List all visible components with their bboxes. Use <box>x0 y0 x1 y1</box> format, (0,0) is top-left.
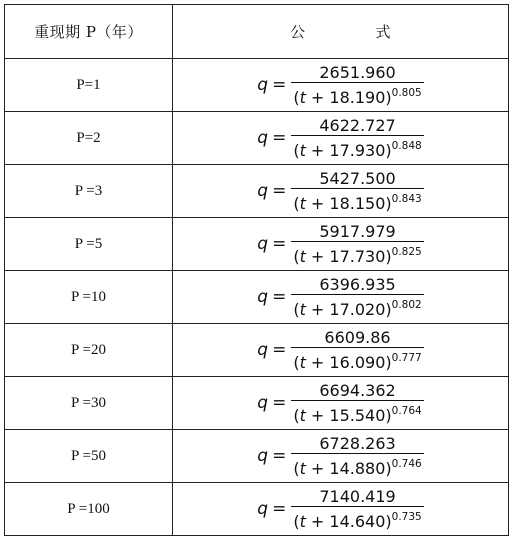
plus-sign: + <box>305 246 330 266</box>
formula-lhs: q <box>257 287 269 307</box>
table-row <box>5 271 509 324</box>
formula-denominator <box>291 241 423 266</box>
rainfall-formula-table <box>4 4 509 536</box>
intensity-formula <box>257 117 423 160</box>
formula-cell <box>173 324 509 377</box>
formula-numerator: 2651.960 <box>319 62 396 82</box>
plus-sign: + <box>305 87 330 107</box>
formula-t-var: t <box>299 352 306 372</box>
close-paren: ) <box>385 87 392 107</box>
formula-constant: 14.640 <box>329 511 386 531</box>
formula-fraction <box>291 117 423 160</box>
formula-numerator: 6728.263 <box>319 433 396 453</box>
close-paren: ) <box>385 299 392 319</box>
formula-constant: 15.540 <box>329 405 386 425</box>
formula-exponent: 0.777 <box>391 351 422 364</box>
intensity-formula <box>257 276 423 319</box>
formula-constant: 17.930 <box>329 140 386 160</box>
open-paren: ( <box>293 246 300 266</box>
open-paren: ( <box>293 193 300 213</box>
formula-fraction <box>291 170 423 213</box>
table-row <box>5 324 509 377</box>
formula-numerator: 5427.500 <box>319 168 396 188</box>
formula-denominator <box>291 453 423 478</box>
formula-lhs: q <box>257 181 269 201</box>
header-formula <box>173 5 509 59</box>
formula-cell <box>173 377 509 430</box>
formula-numerator: 6694.362 <box>319 380 396 400</box>
plus-sign: + <box>305 352 330 372</box>
open-paren: ( <box>293 299 300 319</box>
header-formula-char-2: 式 <box>375 23 392 41</box>
intensity-formula <box>257 223 423 266</box>
formula-fraction <box>291 64 423 107</box>
formula-exponent: 0.843 <box>391 192 422 205</box>
formula-exponent: 0.764 <box>391 404 422 417</box>
table-row <box>5 483 509 536</box>
return-period-cell: P=1 <box>5 59 173 112</box>
formula-constant: 17.730 <box>329 246 386 266</box>
formula-fraction <box>291 223 423 266</box>
formula-numerator: 4622.727 <box>319 115 396 135</box>
return-period-cell: P=2 <box>5 112 173 165</box>
formula-cell <box>173 59 509 112</box>
close-paren: ) <box>385 352 392 372</box>
intensity-formula <box>257 170 423 213</box>
formula-constant: 18.190 <box>329 87 386 107</box>
formula-numerator: 6396.935 <box>319 274 396 294</box>
formula-exponent: 0.802 <box>391 298 422 311</box>
formula-equals: = <box>272 287 287 307</box>
return-period-cell: P =100 <box>5 483 173 536</box>
formula-lhs: q <box>257 393 269 413</box>
open-paren: ( <box>293 140 300 160</box>
formula-equals: = <box>272 234 287 254</box>
return-period-cell: P =20 <box>5 324 173 377</box>
header-return-period: 重现期 P（年） <box>5 5 173 59</box>
close-paren: ) <box>385 140 392 160</box>
formula-exponent: 0.735 <box>391 510 422 523</box>
table-row <box>5 430 509 483</box>
formula-t-var: t <box>299 299 306 319</box>
open-paren: ( <box>293 405 300 425</box>
close-paren: ) <box>385 405 392 425</box>
plus-sign: + <box>305 458 330 478</box>
plus-sign: + <box>305 193 330 213</box>
table-row <box>5 112 509 165</box>
formula-cell <box>173 271 509 324</box>
intensity-formula <box>257 488 423 531</box>
formula-cell <box>173 112 509 165</box>
close-paren: ) <box>385 193 392 213</box>
formula-constant: 17.020 <box>329 299 386 319</box>
formula-denominator <box>291 294 423 319</box>
formula-t-var: t <box>299 193 306 213</box>
formula-denominator <box>291 506 423 531</box>
formula-numerator: 7140.419 <box>319 486 396 506</box>
plus-sign: + <box>305 299 330 319</box>
plus-sign: + <box>305 405 330 425</box>
formula-denominator <box>291 400 423 425</box>
formula-numerator: 6609.86 <box>324 327 391 347</box>
close-paren: ) <box>385 246 392 266</box>
formula-fraction <box>291 276 423 319</box>
open-paren: ( <box>293 458 300 478</box>
intensity-formula <box>257 329 423 372</box>
formula-constant: 14.880 <box>329 458 386 478</box>
formula-equals: = <box>272 75 287 95</box>
formula-cell <box>173 483 509 536</box>
open-paren: ( <box>293 511 300 531</box>
formula-fraction <box>291 382 423 425</box>
header-formula-char-1: 公 <box>289 23 306 41</box>
formula-equals: = <box>272 181 287 201</box>
formula-lhs: q <box>257 446 269 466</box>
formula-exponent: 0.848 <box>391 139 422 152</box>
formula-constant: 18.150 <box>329 193 386 213</box>
formula-lhs: q <box>257 75 269 95</box>
formula-numerator: 5917.979 <box>319 221 396 241</box>
return-period-cell: P =30 <box>5 377 173 430</box>
formula-equals: = <box>272 340 287 360</box>
formula-fraction <box>291 488 423 531</box>
return-period-cell: P =50 <box>5 430 173 483</box>
open-paren: ( <box>293 87 300 107</box>
formula-fraction <box>291 329 423 372</box>
formula-equals: = <box>272 499 287 519</box>
table-row <box>5 165 509 218</box>
formula-equals: = <box>272 128 287 148</box>
formula-fraction <box>291 435 423 478</box>
formula-denominator <box>291 135 423 160</box>
return-period-cell: P =3 <box>5 165 173 218</box>
table-row <box>5 218 509 271</box>
formula-cell <box>173 218 509 271</box>
plus-sign: + <box>305 140 330 160</box>
formula-lhs: q <box>257 499 269 519</box>
formula-lhs: q <box>257 128 269 148</box>
open-paren: ( <box>293 352 300 372</box>
formula-lhs: q <box>257 234 269 254</box>
formula-t-var: t <box>299 87 306 107</box>
formula-denominator <box>291 82 423 107</box>
formula-denominator <box>291 188 423 213</box>
formula-t-var: t <box>299 140 306 160</box>
return-period-cell: P =5 <box>5 218 173 271</box>
header-formula-label <box>290 23 391 41</box>
intensity-formula <box>257 382 423 425</box>
formula-denominator <box>291 347 423 372</box>
formula-t-var: t <box>299 405 306 425</box>
formula-t-var: t <box>299 511 306 531</box>
return-period-cell: P =10 <box>5 271 173 324</box>
formula-exponent: 0.746 <box>391 457 422 470</box>
close-paren: ) <box>385 458 392 478</box>
formula-cell <box>173 165 509 218</box>
formula-exponent: 0.825 <box>391 245 422 258</box>
intensity-formula <box>257 64 423 107</box>
formula-equals: = <box>272 446 287 466</box>
formula-t-var: t <box>299 246 306 266</box>
table-row <box>5 59 509 112</box>
table-row <box>5 377 509 430</box>
table-header-row <box>5 5 509 59</box>
intensity-formula <box>257 435 423 478</box>
formula-constant: 16.090 <box>329 352 386 372</box>
plus-sign: + <box>305 511 330 531</box>
formula-equals: = <box>272 393 287 413</box>
formula-exponent: 0.805 <box>391 86 422 99</box>
formula-cell <box>173 430 509 483</box>
close-paren: ) <box>385 511 392 531</box>
formula-lhs: q <box>257 340 269 360</box>
formula-t-var: t <box>299 458 306 478</box>
